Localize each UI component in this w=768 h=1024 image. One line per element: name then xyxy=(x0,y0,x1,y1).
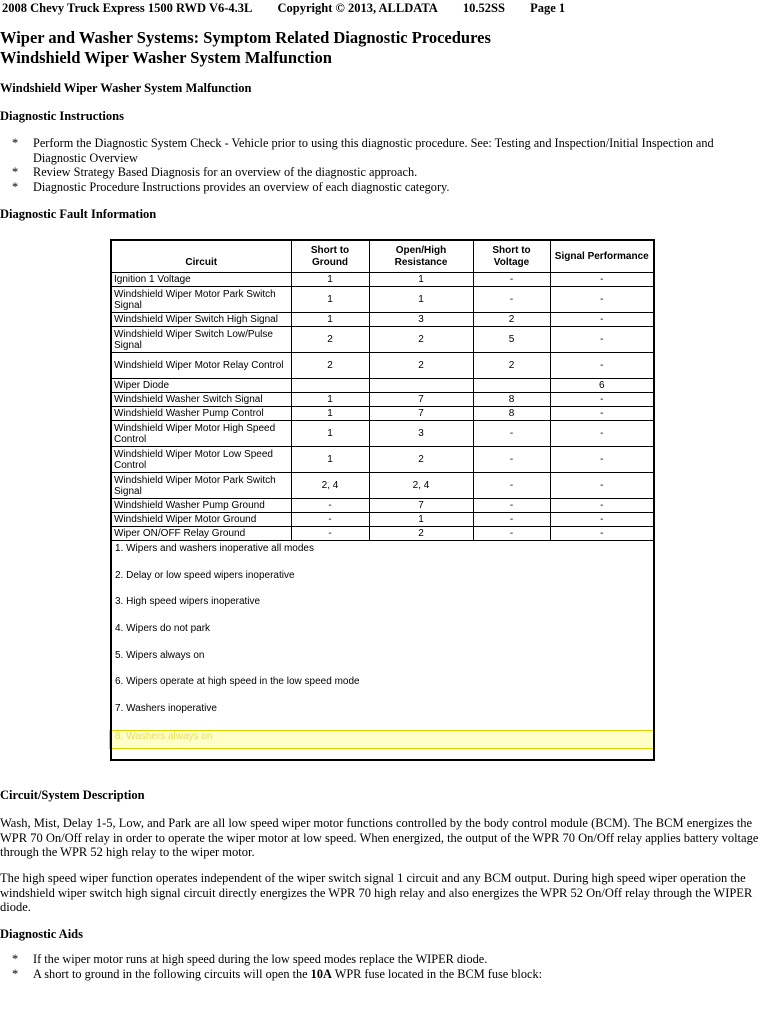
signal-performance-cell: - xyxy=(550,421,654,447)
table-row xyxy=(111,421,654,447)
list-item-text: Diagnostic Procedure Instructions provides an overview of each diagnostic category. xyxy=(33,179,450,194)
short-to-ground-cell: 1 xyxy=(291,407,369,421)
signal-performance-cell: - xyxy=(550,313,654,327)
short-to-voltage-cell: 2 xyxy=(473,353,550,379)
short-to-voltage-cell: - xyxy=(473,287,550,313)
note-item: 4. Wipers do not park xyxy=(115,623,211,635)
note-item-highlighted: 8. Washers always on xyxy=(109,730,655,749)
signal-performance-cell: 6 xyxy=(550,379,654,393)
list-item-text: WPR fuse located in the BCM fuse block: xyxy=(331,966,543,981)
fault-table xyxy=(110,239,655,761)
page-title xyxy=(0,28,491,68)
short-to-voltage-cell: - xyxy=(473,273,550,287)
circuit-description-heading: Circuit/System Description xyxy=(0,788,145,802)
circuit-cell: Windshield Wiper Motor Low Speed Control xyxy=(111,447,291,473)
short-to-voltage-cell: 5 xyxy=(473,327,550,353)
signal-performance-cell: - xyxy=(550,447,654,473)
short-to-voltage-cell: - xyxy=(473,447,550,473)
signal-performance-cell: - xyxy=(550,513,654,527)
note-item: 7. Washers inoperative xyxy=(115,703,217,715)
open-high-resistance-cell: 7 xyxy=(369,407,473,421)
open-high-resistance-cell: 2 xyxy=(369,327,473,353)
short-to-voltage-cell: - xyxy=(473,513,550,527)
list-item-text: A short to ground in the following circuits will open the xyxy=(33,966,311,981)
short-to-ground-cell: 1 xyxy=(291,273,369,287)
bullet-star: * xyxy=(12,966,19,981)
copyright-label: Copyright © 2013, ALLDATA xyxy=(277,1,438,15)
list-item xyxy=(0,180,768,195)
signal-performance-cell: - xyxy=(550,273,654,287)
table-row xyxy=(111,447,654,473)
open-high-resistance-cell: 2 xyxy=(369,527,473,541)
table-row xyxy=(111,513,654,527)
diagnostic-aids-list xyxy=(0,952,768,981)
title-line-2: Windshield Wiper Washer System Malfunction xyxy=(0,48,332,67)
page-number: Page 1 xyxy=(530,1,566,15)
short-to-ground-cell: 2 xyxy=(291,353,369,379)
circuit-description-paragraph-1: Wash, Mist, Delay 1-5, Low, and Park are all low speed wiper motor functions controlled by the body control module (BCM). The BCM energizes the WPR 70 On/Off relay in order to operate the wiper motor at low speed. When energized, the output of the WPR 70 On/Off relay applies battery voltage through the WPR 52 high relay to the wiper motor. xyxy=(0,816,759,860)
signal-performance-cell: - xyxy=(550,287,654,313)
table-row xyxy=(111,527,654,541)
circuit-cell: Windshield Wiper Switch High Signal xyxy=(111,313,291,327)
short-to-voltage-cell: 8 xyxy=(473,393,550,407)
instructions-list xyxy=(0,136,768,194)
circuit-cell: Windshield Washer Switch Signal xyxy=(111,393,291,407)
signal-performance-cell: - xyxy=(550,327,654,353)
column-header: Circuit xyxy=(111,240,291,273)
fault-table-wrapper xyxy=(110,239,653,761)
circuit-cell: Windshield Washer Pump Ground xyxy=(111,499,291,513)
signal-performance-cell: - xyxy=(550,473,654,499)
circuit-cell: Ignition 1 Voltage xyxy=(111,273,291,287)
open-high-resistance-cell: 3 xyxy=(369,313,473,327)
short-to-ground-cell: 2, 4 xyxy=(291,473,369,499)
section-heading: Windshield Wiper Washer System Malfunction xyxy=(0,81,252,95)
list-item xyxy=(0,952,768,967)
short-to-ground-cell: 2 xyxy=(291,327,369,353)
short-to-ground-cell: 1 xyxy=(291,313,369,327)
signal-performance-cell: - xyxy=(550,393,654,407)
table-row xyxy=(111,273,654,287)
signal-performance-cell: - xyxy=(550,407,654,421)
short-to-voltage-cell xyxy=(473,379,550,393)
short-to-ground-cell: - xyxy=(291,499,369,513)
table-row xyxy=(111,353,654,379)
circuit-cell: Windshield Wiper Motor High Speed Control xyxy=(111,421,291,447)
circuit-cell: Windshield Washer Pump Control xyxy=(111,407,291,421)
open-high-resistance-cell: 1 xyxy=(369,513,473,527)
short-to-ground-cell xyxy=(291,379,369,393)
diagnostic-aids-heading: Diagnostic Aids xyxy=(0,927,84,941)
bullet-star: * xyxy=(12,179,19,194)
short-to-voltage-cell: - xyxy=(473,421,550,447)
open-high-resistance-cell: 2, 4 xyxy=(369,473,473,499)
bullet-star: * xyxy=(12,952,19,966)
column-header: Short to Voltage xyxy=(473,240,550,273)
version-label: 10.52SS xyxy=(462,1,505,15)
bullet-star: * xyxy=(12,165,19,179)
short-to-ground-cell: 1 xyxy=(291,421,369,447)
title-line-1: Wiper and Washer Systems: Symptom Related Diagnostic Procedures xyxy=(0,28,491,47)
open-high-resistance-cell: 7 xyxy=(369,393,473,407)
list-item xyxy=(0,136,768,165)
signal-performance-cell: - xyxy=(550,499,654,513)
diagnostic-instructions-heading: Diagnostic Instructions xyxy=(0,109,124,123)
list-item-text: If the wiper motor runs at high speed during the low speed modes replace the WIPER diode. xyxy=(33,952,488,966)
note-item: 2. Delay or low speed wipers inoperative xyxy=(115,569,295,581)
vehicle-label: 2008 Chevy Truck Express 1500 RWD V6-4.3L xyxy=(2,1,253,15)
short-to-voltage-cell: - xyxy=(473,473,550,499)
short-to-ground-cell: 1 xyxy=(291,447,369,473)
table-row xyxy=(111,407,654,421)
open-high-resistance-cell: 2 xyxy=(369,353,473,379)
page-header xyxy=(2,1,587,16)
open-high-resistance-cell: 7 xyxy=(369,499,473,513)
circuit-cell: Windshield Wiper Motor Park Switch Signal xyxy=(111,287,291,313)
short-to-ground-cell: - xyxy=(291,527,369,541)
short-to-ground-cell: 1 xyxy=(291,393,369,407)
open-high-resistance-cell: 3 xyxy=(369,421,473,447)
table-row xyxy=(111,327,654,353)
circuit-cell: Wiper Diode xyxy=(111,379,291,393)
open-high-resistance-cell: 1 xyxy=(369,273,473,287)
signal-performance-cell: - xyxy=(550,353,654,379)
table-row xyxy=(111,499,654,513)
circuit-cell: Windshield Wiper Motor Park Switch Signal xyxy=(111,473,291,499)
table-row xyxy=(111,287,654,313)
notes-row xyxy=(111,541,654,761)
table-row xyxy=(111,379,654,393)
list-item-text: Perform the Diagnostic System Check - Vehicle prior to using this diagnostic procedure. See: Testing and Inspection/Initial Inspection and Diagnostic Overview xyxy=(33,136,714,165)
table-row xyxy=(111,473,654,499)
note-item: 5. Wipers always on xyxy=(115,649,205,661)
list-item-text: Review Strategy Based Diagnosis for an overview of the diagnostic approach. xyxy=(33,165,418,179)
short-to-ground-cell: 1 xyxy=(291,287,369,313)
short-to-voltage-cell: - xyxy=(473,527,550,541)
fault-info-heading: Diagnostic Fault Information xyxy=(0,207,157,221)
fuse-rating: 10A xyxy=(310,966,332,981)
open-high-resistance-cell: 2 xyxy=(369,447,473,473)
note-item: 6. Wipers operate at high speed in the low speed mode xyxy=(115,676,360,688)
note-item: 3. High speed wipers inoperative xyxy=(115,596,261,608)
short-to-voltage-cell: 8 xyxy=(473,407,550,421)
circuit-cell: Windshield Wiper Motor Ground xyxy=(111,513,291,527)
circuit-cell: Windshield Wiper Switch Low/Pulse Signal xyxy=(111,327,291,353)
open-high-resistance-cell: 1 xyxy=(369,287,473,313)
column-header: Short to Ground xyxy=(291,240,369,273)
column-header: Open/High Resistance xyxy=(369,240,473,273)
table-row xyxy=(111,313,654,327)
circuit-description-paragraph-2: The high speed wiper function operates independent of the wiper switch signal 1 circuit and any BCM output. During high speed wiper operation the windshield wiper switch high signal circuit directly energizes the WPR 70 high relay and also energizes the WPR 52 On/Off relay through the WIPER diode. xyxy=(0,871,753,915)
signal-performance-cell: - xyxy=(550,527,654,541)
circuit-cell: Wiper ON/OFF Relay Ground xyxy=(111,527,291,541)
list-item xyxy=(0,165,768,180)
short-to-ground-cell: - xyxy=(291,513,369,527)
short-to-voltage-cell: 2 xyxy=(473,313,550,327)
table-header-row xyxy=(111,240,654,273)
table-row xyxy=(111,393,654,407)
short-to-voltage-cell: - xyxy=(473,499,550,513)
column-header: Signal Performance xyxy=(550,240,654,273)
bullet-star: * xyxy=(12,136,19,150)
circuit-cell: Windshield Wiper Motor Relay Control xyxy=(111,353,291,379)
notes-cell xyxy=(111,541,654,761)
note-item: 1. Wipers and washers inoperative all modes xyxy=(115,543,314,554)
open-high-resistance-cell xyxy=(369,379,473,393)
list-item xyxy=(0,967,768,982)
